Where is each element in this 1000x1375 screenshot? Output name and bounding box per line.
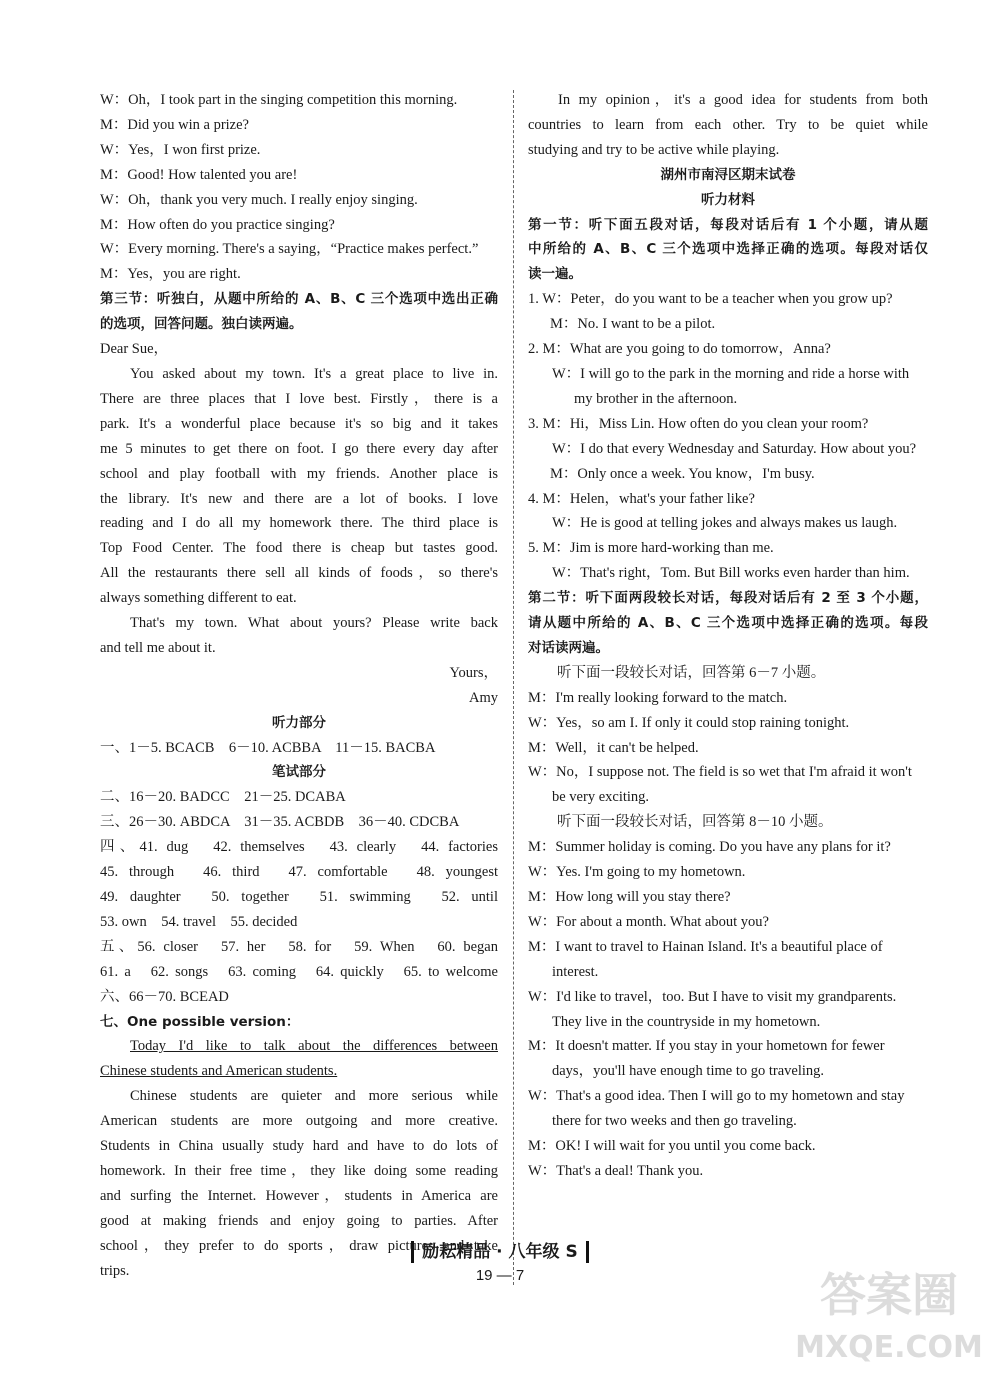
- left-column-line: trips.: [100, 1262, 130, 1279]
- left-column-line: Dear Sue，: [100, 341, 169, 358]
- right-column-line: M：Well，it can't be helped.: [528, 739, 699, 756]
- left-column-line: 53. own 54. travel 55. decided: [100, 913, 298, 930]
- left-column-line: school，they prefer to do sports，draw pictures and take: [100, 1237, 498, 1254]
- right-column-line: W：He is good at telling jokes and always makes us laugh.: [552, 515, 898, 532]
- left-column-line: 七、One possible version：: [100, 1013, 300, 1030]
- right-column-line: M：How long will you stay there?: [528, 889, 731, 905]
- right-column: [528, 88, 928, 1184]
- left-column-line: W：Yes，I won first prize.: [100, 141, 261, 158]
- left-column-line: 二、16－20. BADCC 21－25. DCABA: [100, 789, 346, 806]
- left-column-line: Chinese students are quieter and more serious while: [130, 1088, 498, 1105]
- left-column-line: M：How often do you practice singing?: [100, 216, 335, 233]
- left-column: [100, 88, 498, 1284]
- column-divider: [513, 90, 514, 1285]
- left-column-line: W：Oh，thank you very much. I really enjoy singing.: [100, 191, 418, 208]
- right-column-line: countries to learn from each other. Try to be quiet while: [528, 116, 928, 133]
- right-column-line: M：I'm really looking forward to the match.: [528, 689, 788, 706]
- left-column-line: 笔试部分: [272, 764, 326, 781]
- right-column-line: 5. M：Jim is more hard-working than me.: [528, 540, 774, 557]
- right-column-line: W：I'd like to travel，too. But I have to visit my grandparents. They live in the countryside in my hometown.: [528, 988, 897, 1030]
- left-column-line: 的选项，回答问题。独白读两遍。: [100, 316, 303, 333]
- right-column-line: M：No. I want to be a pilot.: [550, 316, 716, 333]
- right-column-line: W：That's a good idea. Then I will go to my hometown and stay there for two weeks and then go traveling.: [528, 1088, 905, 1130]
- left-column-line: park. It's a wonderful place because it's so big and it takes: [100, 415, 498, 432]
- right-column-line: In my opinion，it's a good idea for students from both: [558, 92, 928, 108]
- left-column-line: 第三节：听独白，从题中所给的 A、B、C 三个选项中选出正确: [100, 291, 498, 308]
- right-column-line: 听下面一段较长对话，回答第 6－7 小题。: [528, 664, 826, 681]
- right-column-line: 湖州市南浔区期末试卷: [660, 166, 796, 183]
- right-column-line: M：Summer holiday is coming. Do you have any plans for it?: [528, 839, 891, 856]
- right-column-line: W：I do that every Wednesday and Saturday. How about you?: [552, 440, 917, 457]
- left-column-line: homework. In their free time，they like doing some reading: [100, 1162, 498, 1179]
- right-column-line: W：Yes. I'm going to my hometown.: [528, 864, 746, 881]
- left-column-line: Top Food Center. The food there is cheap but tastes good.: [100, 540, 498, 557]
- right-column-line: 听力材料: [701, 191, 755, 208]
- right-column-line: 4. M：Helen，what's your father like?: [528, 490, 755, 507]
- left-column-line: Students in China usually study hard and have to do lots of: [100, 1138, 498, 1155]
- right-column-line: studying and try to be active while playing.: [528, 141, 780, 158]
- left-column-line: Chinese students and American students.: [100, 1063, 338, 1080]
- right-column-line: 对话读两遍。: [528, 639, 609, 656]
- left-column-line: 三、26－30. ABDCA 31－35. ACBDB 36－40. CDCBA: [100, 814, 460, 831]
- left-column-line: Amy: [469, 689, 498, 706]
- left-column-line: and surfing the Internet. However，students in America are: [100, 1187, 498, 1204]
- right-column-line: W：I will go to the park in the morning and ride a horse with my brother in the afternoon.: [552, 365, 910, 407]
- right-column-line: W：No，I suppose not. The field is so wet that I'm afraid it won't be very exciting.: [528, 764, 912, 806]
- left-column-line: good at making friends and enjoy going to parties. After: [100, 1212, 498, 1229]
- right-column-line: 第二节：听下面两段较长对话，每段对话后有 2 至 3 个小题，: [528, 590, 928, 607]
- left-column-line: the library. It's new and there are a lot of books. I love: [100, 490, 498, 507]
- left-column-line: always something different to eat.: [100, 590, 297, 607]
- left-column-line: me 5 minutes to get there on foot. I go there every day after: [100, 440, 498, 457]
- right-column-line: M：I want to travel to Hainan Island. It's a beautiful place of interest.: [528, 938, 883, 980]
- left-column-line: 四、41. dug 42. themselves 43. clearly 44. factories: [100, 839, 498, 856]
- left-column-line: M：Good! How talented you are!: [100, 166, 298, 183]
- left-column-line: reading and I do all my homework there. The third place is: [100, 515, 498, 532]
- left-column-line: 49. daughter 50. together 51. swimming 52. until: [100, 889, 498, 905]
- book-brand: 励耘精品 · 八年级 S: [411, 1241, 588, 1263]
- left-column-line: There are three places that I love best. Firstly，there is a: [100, 390, 498, 407]
- left-column-line: Yours，: [449, 664, 498, 681]
- right-column-line: W：That's a deal! Thank you.: [528, 1162, 704, 1179]
- page-number: 19 — 7: [475, 1267, 525, 1284]
- right-column-line: 中所给的 A、B、C 三个选项中选择正确的选项。每段对话仅: [528, 241, 928, 258]
- watermark-logo: [787, 1249, 992, 1369]
- left-column-line: and tell me about it.: [100, 639, 216, 656]
- right-column-line: 1. W：Peter，do you want to be a teacher when you grow up?: [528, 291, 893, 308]
- right-column-line: 第一节：听下面五段对话，每段对话后有 1 个小题，请从题: [528, 216, 928, 233]
- right-column-line: M：It doesn't matter. If you stay in your hometown for fewer days，you'll have enough time to go traveling.: [528, 1038, 885, 1080]
- left-column-line: W：Oh，I took part in the singing competition this morning.: [100, 92, 458, 108]
- left-column-line: W：Every morning. There's a saying，“Practice makes perfect.”: [100, 241, 479, 258]
- left-column-line: M：Did you win a prize?: [100, 116, 249, 133]
- left-column-line: You asked about my town. It's a great place to live in.: [130, 365, 498, 382]
- left-column-line: 一、1－5. BCACB 6－10. ACBBA 11－15. BACBA: [100, 739, 436, 756]
- right-column-line: M：Only once a week. You know，I'm busy.: [550, 465, 815, 482]
- left-column-line: school and play football with my friends. Another place is: [100, 465, 498, 482]
- right-column-line: 3. M：Hi，Miss Lin. How often do you clean your room?: [528, 415, 869, 432]
- right-column-line: W：For about a month. What about you?: [528, 913, 769, 930]
- right-column-line: 请从题中所给的 A、B、C 三个选项中选择正确的选项。每段: [528, 615, 928, 632]
- left-column-line: American students are more outgoing and more creative.: [100, 1113, 498, 1130]
- left-column-line: 45. through 46. third 47. comfortable 48. youngest: [100, 864, 498, 881]
- left-column-line: 六、66－70. BCEAD: [100, 988, 229, 1005]
- left-column-line: 五、56. closer 57. her 58. for 59. When 60. began: [100, 938, 498, 955]
- left-column-line: M：Yes，you are right.: [100, 266, 241, 283]
- watermark-url: MXQE.COM: [795, 1330, 983, 1365]
- right-column-line: 2. M：What are you going to do tomorrow，Anna?: [528, 341, 831, 358]
- right-column-line: W：That's right，Tom. But Bill works even harder than him.: [552, 565, 910, 582]
- right-column-line: 听下面一段较长对话，回答第 8－10 小题。: [528, 814, 833, 831]
- left-column-line: 61. a 62. songs 63. coming 64. quickly 65. to welcome: [100, 963, 498, 980]
- left-column-line: All the restaurants there sell all kinds of foods，so there's: [100, 565, 498, 582]
- left-column-line: That's my town. What about yours? Please write back: [130, 615, 498, 632]
- left-column-line: Today I'd like to talk about the differences between: [130, 1038, 498, 1055]
- right-column-line: M：OK! I will wait for you until you come back.: [528, 1138, 816, 1155]
- right-column-line: 读一遍。: [528, 266, 582, 283]
- right-column-line: W：Yes，so am I. If only it could stop raining tonight.: [528, 714, 850, 731]
- watermark-title: 答案圈: [820, 1268, 958, 1322]
- left-column-line: 听力部分: [272, 714, 326, 731]
